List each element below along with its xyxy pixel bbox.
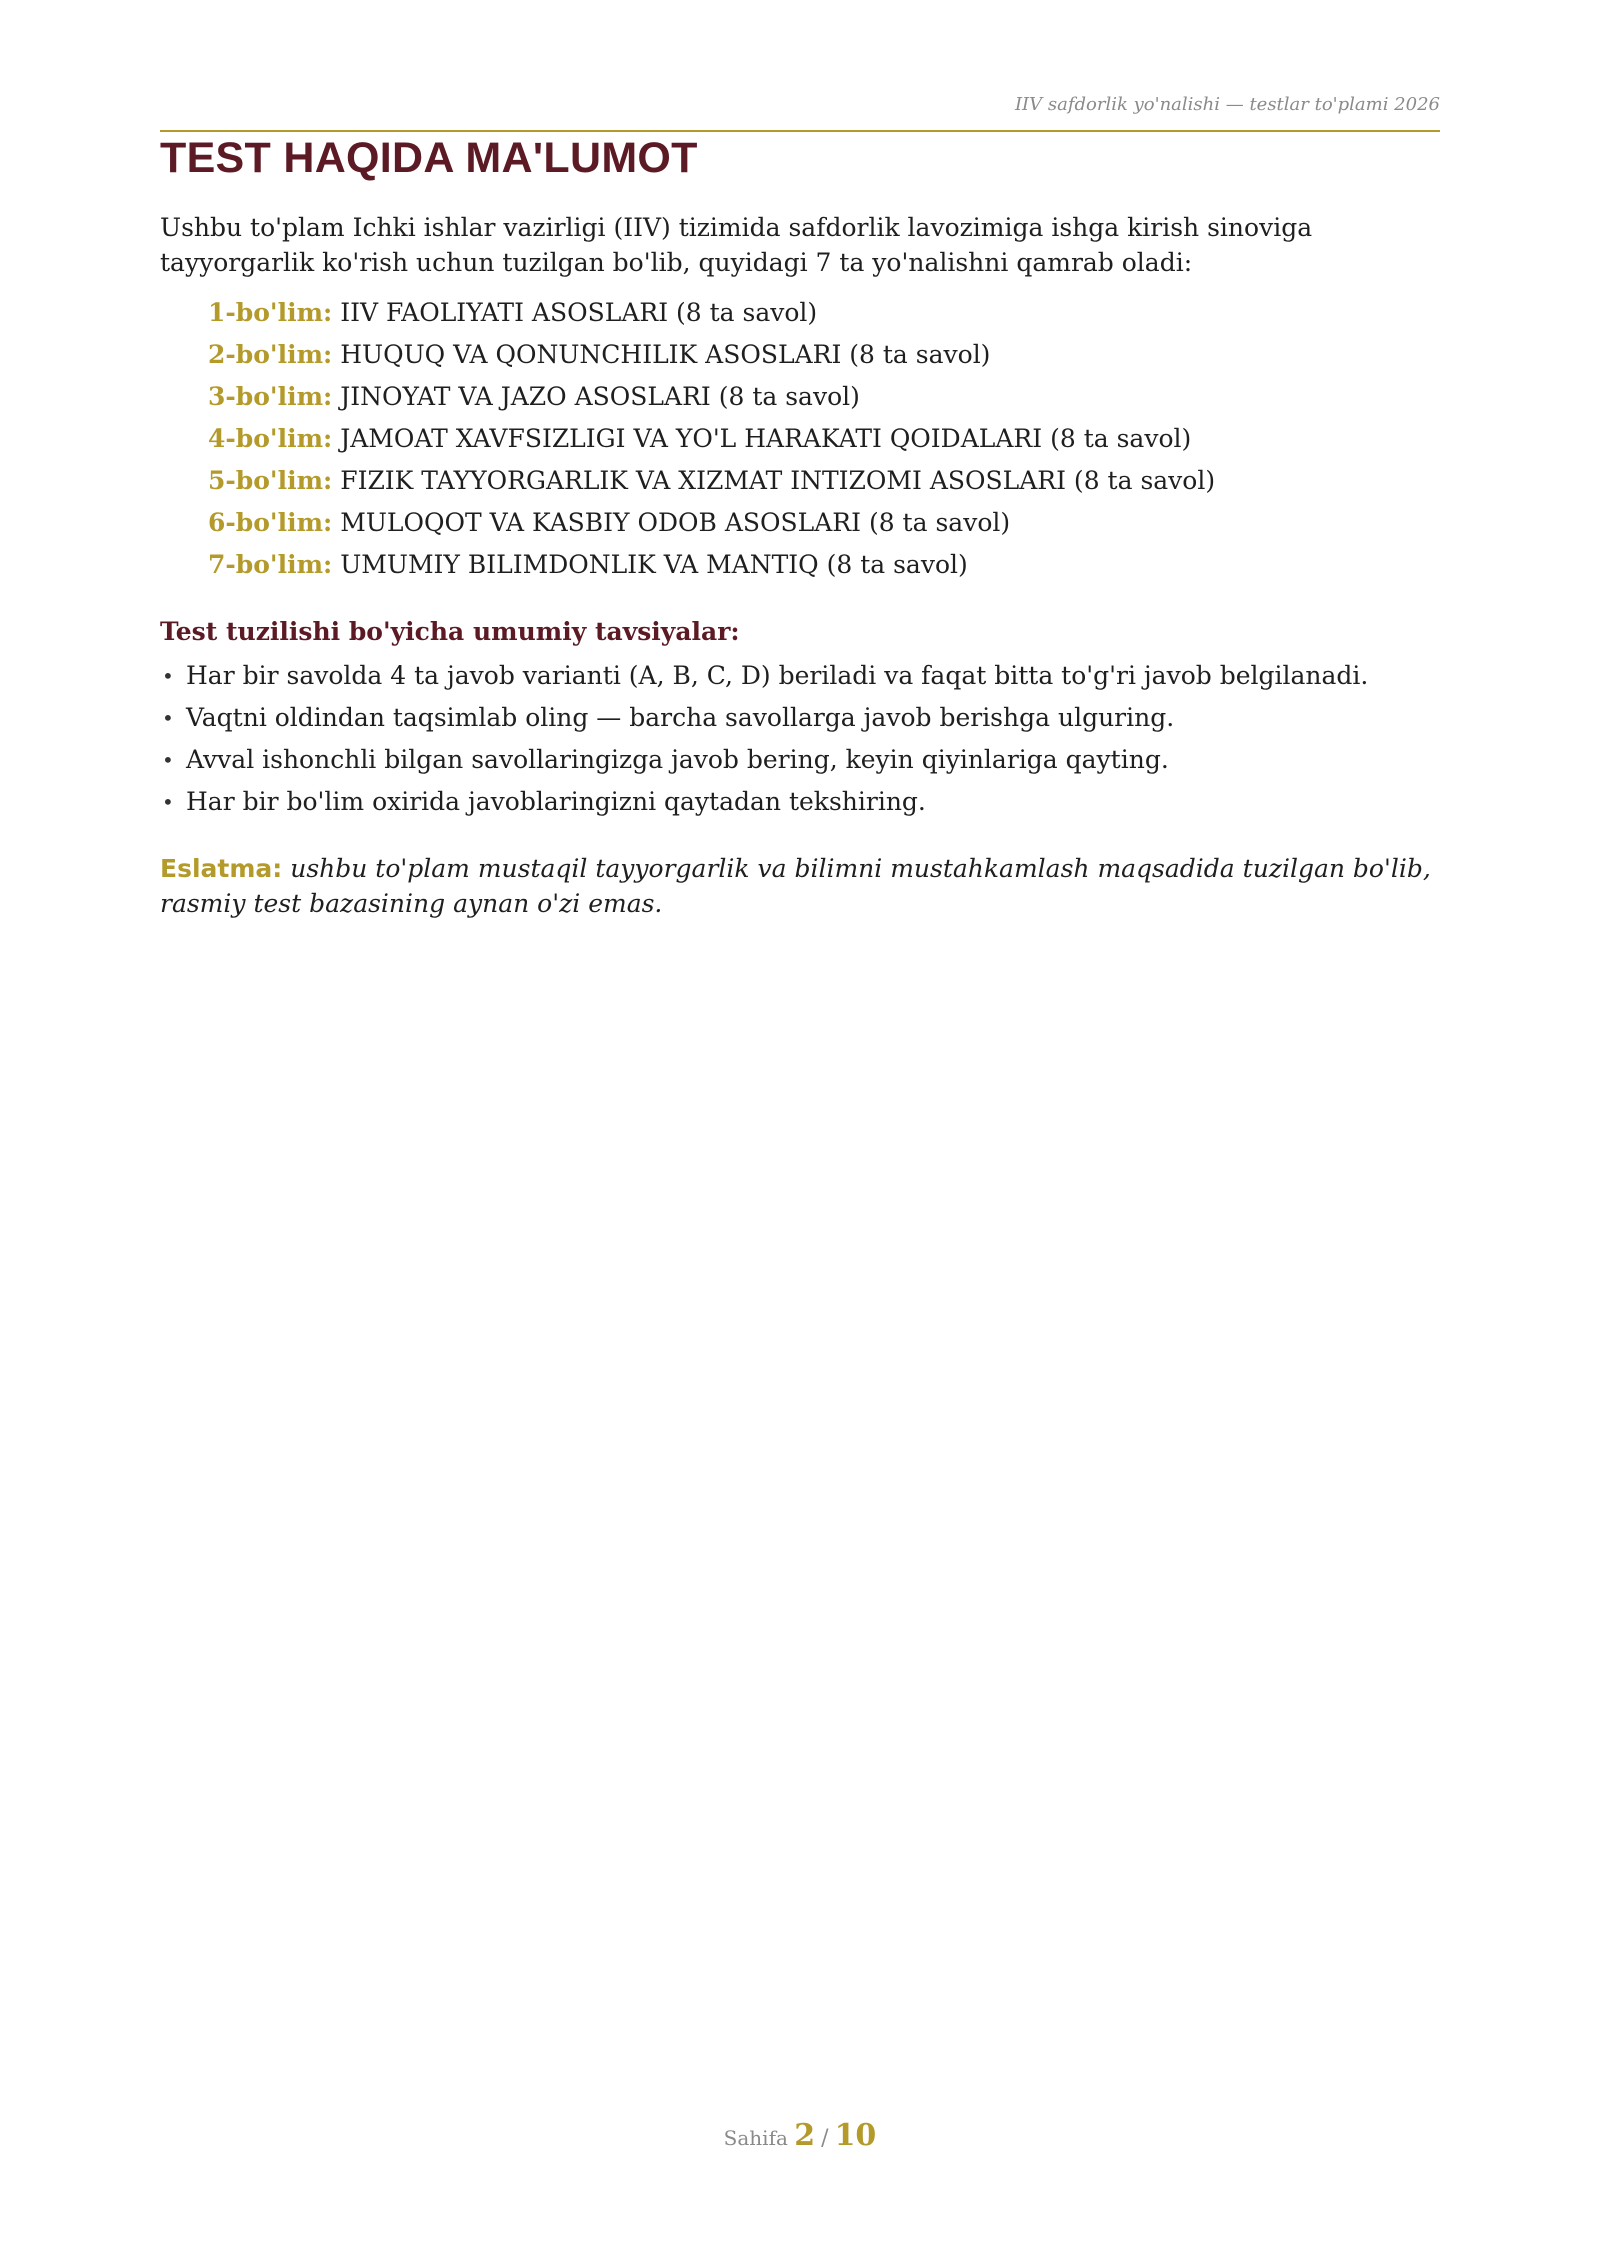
section-text: UMUMIY BILIMDONLIK VA MANTIQ (8 ta savol) [340,550,968,579]
tip-text: Avval ishonchli bilgan savollaringizga javob bering, keyin qiyinlariga qayting. [186,745,1169,774]
intro-paragraph: Ushbu to'plam Ichki ishlar vazirligi (IIV) tizimida safdorlik lavozimiga ishga kirish sinoviga tayyorgarlik ko'rish uchun tuzilgan bo'lib, quyidagi 7 ta yo'nalishni qamrab oladi: [160,213,1313,277]
section-item [208,502,1440,544]
page-footer [0,2118,1600,2153]
section-text: IIV FAOLIYATI ASOSLARI (8 ta savol) [340,298,818,327]
section-label: 2-bo'lim: [208,340,333,369]
note-text: ushbu to'plam mustaqil tayyorgarlik va bilimni mustahkamlash maqsadida tuzilgan bo'lib, rasmiy test bazasining aynan o'zi emas. [160,854,1431,918]
section-item [208,376,1440,418]
note-label: Eslatma: [160,854,283,883]
bullet-icon: • [162,790,174,814]
section-list [208,292,1440,586]
page-content [160,210,1440,921]
section-label: 7-bo'lim: [208,550,333,579]
section-label: 3-bo'lim: [208,382,333,411]
section-text: HUQUQ VA QONUNCHILIK ASOSLARI (8 ta savol) [340,340,991,369]
section-label: 6-bo'lim: [208,508,333,537]
tips-heading: Test tuzilishi bo'yicha umumiy tavsiyalar: [160,617,740,646]
section-label: 1-bo'lim: [208,298,333,327]
section-item [208,418,1440,460]
bullet-icon: • [162,664,174,688]
section-label: 4-bo'lim: [208,424,333,453]
section-text: JINOYAT VA JAZO ASOSLARI (8 ta savol) [340,382,860,411]
total-page-count: 10 [834,2118,877,2153]
header-divider [160,130,1440,132]
page-number-label: Sahifa [723,2126,788,2150]
tip-text: Vaqtni oldindan taqsimlab oling — barcha savollarga javob berishga ulguring. [186,703,1175,732]
tips-list [160,655,1440,823]
section-item [208,334,1440,376]
tip-item [160,697,1440,739]
tip-item [160,655,1440,697]
section-text: JAMOAT XAVFSIZLIGI VA YO'L HARAKATI QOIDALARI (8 ta savol) [340,424,1192,453]
page-number-separator: / [821,2126,829,2151]
section-text: FIZIK TAYYORGARLIK VA XIZMAT INTIZOMI ASOSLARI (8 ta savol) [340,466,1216,495]
tip-item [160,739,1440,781]
section-item [208,544,1440,586]
tip-item [160,781,1440,823]
bullet-icon: • [162,706,174,730]
section-item [208,292,1440,334]
tip-text: Har bir savolda 4 ta javob varianti (A, B, C, D) beriladi va faqat bitta to'g'ri javob belgilanadi. [186,661,1369,690]
running-header: IIV safdorlik yo'nalishi — testlar to'plami 2026 [1014,94,1440,115]
page-title: TEST HAQIDA MA'LUMOT [160,134,698,182]
tip-text: Har bir bo'lim oxirida javoblaringizni qaytadan tekshiring. [186,787,926,816]
section-label: 5-bo'lim: [208,466,333,495]
note-paragraph [160,851,1440,921]
bullet-icon: • [162,748,174,772]
section-text: MULOQOT VA KASBIY ODOB ASOSLARI (8 ta savol) [340,508,1011,537]
section-item [208,460,1440,502]
current-page-number: 2 [794,2118,816,2153]
